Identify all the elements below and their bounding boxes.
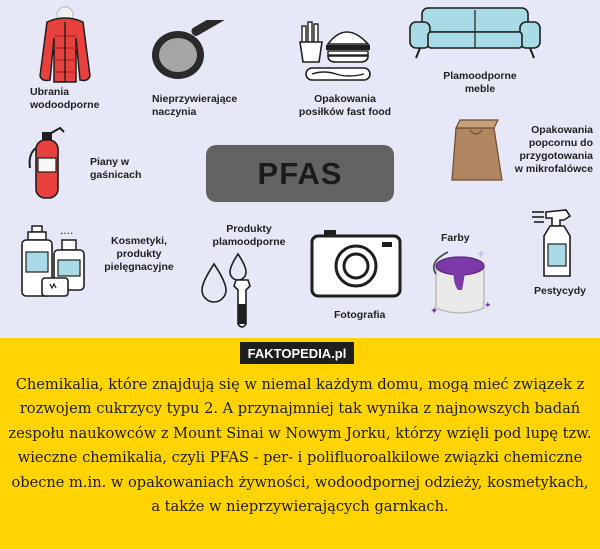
label-photography: Fotografia: [334, 309, 386, 321]
label-fastfood: Opakowania posiłków fast food: [298, 93, 392, 118]
label-cosmetics: Kosmetyki, produkty pielęgnacyjne: [104, 235, 174, 273]
label-pan: Nieprzywierające naczynia: [152, 93, 238, 118]
label-paints: Farby: [441, 232, 470, 244]
label-stainproof: Produkty plamoodporne: [212, 223, 286, 248]
pfas-title: PFAS: [257, 155, 343, 191]
camera-icon: [310, 228, 402, 298]
svg-text:....: ....: [60, 223, 74, 237]
svg-text:✦: ✦: [430, 306, 439, 317]
pfas-title-box: [206, 145, 394, 202]
fire-extinguisher-icon: [24, 124, 74, 200]
label-popcorn: Opakowania popcornu do przygotowania w mikrofalówce: [514, 124, 593, 175]
sofa-icon: [408, 6, 542, 60]
label-furniture: Plamoodporne meble: [443, 70, 517, 95]
label-extinguisher: Piany w gaśnicach: [90, 156, 142, 181]
droplets-vial-icon: [198, 250, 278, 332]
fast-food-icon: [298, 12, 382, 90]
svg-text:✦: ✦: [484, 301, 492, 311]
cosmetics-icon: [18, 222, 96, 298]
jacket-icon: [30, 6, 100, 84]
svg-text:✦: ✦: [476, 247, 487, 261]
label-pesticides: Pestycydy: [534, 285, 586, 297]
frying-pan-icon: [150, 20, 240, 90]
caption-text: Chemikalia, które znajdują się w niemal każdym domu, mogą mieć związek z rozwojem cukrzycy typu 2. A przynajmniej tak wynika z najnowszych badań zespołu naukowców z Mount Sinai w Nowym Jorku, którzy wzięli pod lupę tzw. wieczne chemikalia, czyli PFAS - per- i polifluoroalkilowe związki chemiczne obecne m.in. w opakowaniach żywności, wodoodpornej odzieży, kosmetykach, a także w nieprzywierających garnkach.: [8, 376, 592, 516]
watermark-badge: FAKTOPEDIA.pl: [240, 342, 354, 364]
spray-bottle-icon: [530, 206, 586, 280]
paint-can-icon: [424, 244, 500, 322]
label-jacket: Ubrania wodoodporne: [30, 86, 100, 111]
